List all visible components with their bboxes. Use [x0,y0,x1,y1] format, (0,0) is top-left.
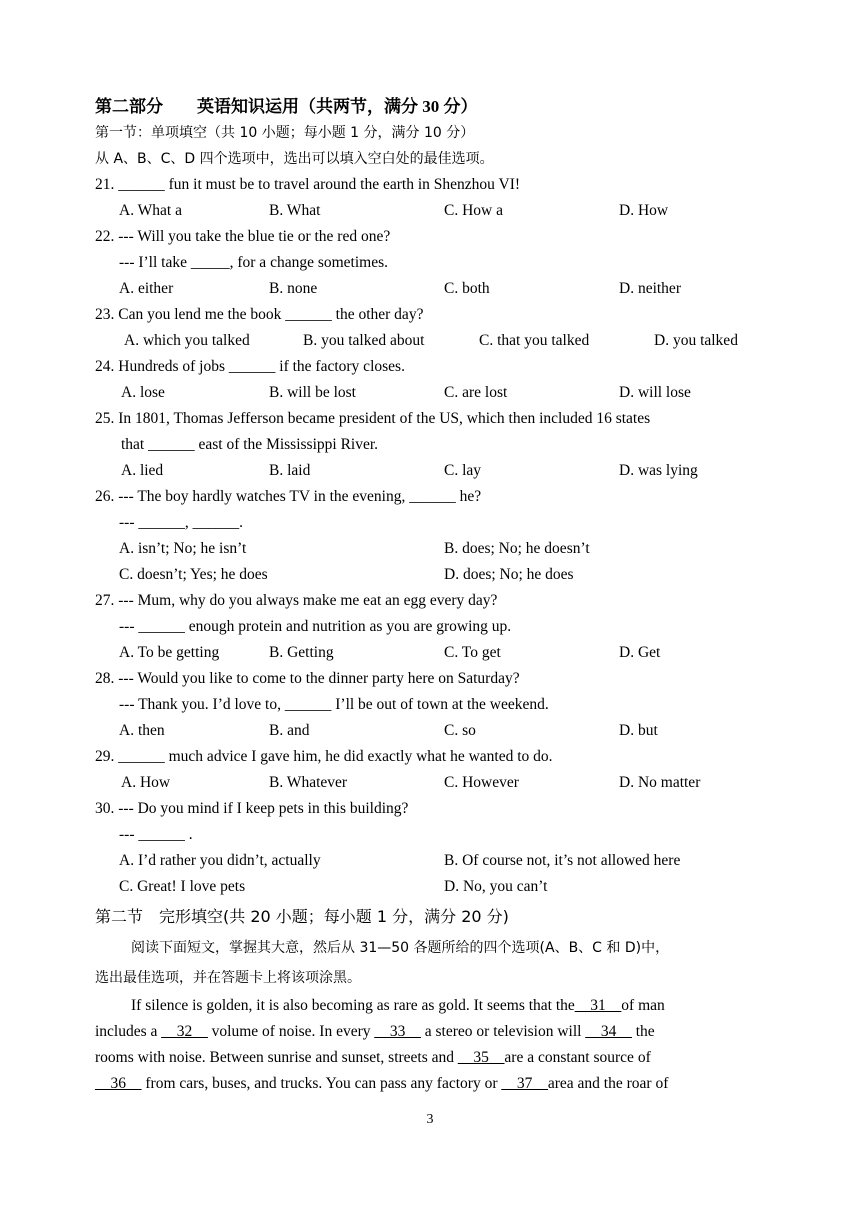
passage-text: of man [621,997,665,1014]
question-23-option-d: D. you talked [654,332,738,349]
question-30-option-b: B. Of course not, it’s not allowed here [444,852,681,869]
question-29-stem: 29. ______ much advice I gave him, he did exactly what he wanted to do. [95,748,553,765]
page-number: 3 [426,1112,434,1127]
passage-text: area and the roar of [547,1075,669,1092]
question-29-option-a: A. How [121,774,171,791]
question-25-stem: 25. In 1801, Thomas Jefferson became president of the US, which then included 16 states [95,410,651,427]
passage-text: If silence is golden, it is also becoming as rare as gold. It seems that the [131,997,575,1014]
question-29-option-b: B. Whatever [269,774,348,791]
question-23-stem: 23. Can you lend me the book ______ the other day? [95,306,424,323]
question-29-option-c: C. However [444,774,519,791]
question-21-option-d: D. How [619,202,669,219]
blank-32: __32__ [161,1023,208,1040]
section2-title: 第二节 完形填空(共 20 小题；每小题 1 分，满分 20 分) [95,907,509,926]
question-29-option-d: D. No matter [619,774,701,791]
passage-text: are a constant source of [504,1049,651,1066]
passage-text: the [631,1023,655,1040]
question-26-option-a: A. isn’t; No; he isn’t [119,540,247,557]
question-30-stem-2: --- ______ . [119,826,193,843]
question-22-option-a: A. either [119,280,174,297]
question-27-option-a: A. To be getting [119,644,220,661]
question-28-option-b: B. and [269,722,310,739]
passage-text: from cars, buses, and trucks. You can pass any factory or [141,1075,502,1092]
blank-37: __37__ [501,1075,548,1092]
question-21-option-c: C. How a [444,202,503,219]
question-27-option-b: B. Getting [269,644,334,661]
question-28-stem: 28. --- Would you like to come to the dinner party here on Saturday? [95,670,520,687]
question-23-option-b: B. you talked about [303,332,425,349]
question-22-stem-2: --- I’ll take _____, for a change sometimes. [119,254,389,271]
question-25-option-d: D. was lying [619,462,698,479]
question-21-stem: 21. ______ fun it must be to travel around the earth in Shenzhou VI! [95,176,521,193]
question-24-option-b: B. will be lost [269,384,356,401]
passage-text: a stereo or television will [420,1023,586,1040]
question-26-stem: 26. --- The boy hardly watches TV in the evening, ______ he? [95,488,482,505]
blank-36: __36__ [95,1075,142,1092]
question-22-stem: 22. --- Will you take the blue tie or the red one? [95,228,391,245]
passage-line-1 [131,995,665,1017]
blank-33: __33__ [374,1023,421,1040]
section1-title: 第一节：单项填空（共 10 小题；每小题 1 分，满分 10 分） [95,125,475,141]
question-28-stem-2: --- Thank you. I’d love to, ______ I’ll be out of town at the weekend. [119,696,549,713]
question-25-stem-2: that ______ east of the Mississippi River. [121,436,379,453]
passage-line-2 [95,1021,655,1043]
question-30-option-d: D. No, you can’t [444,878,548,895]
question-22-option-d: D. neither [619,280,681,297]
passage-text: rooms with noise. Between sunrise and sunset, streets and [95,1049,458,1066]
section2-instruction-1: 阅读下面短文，掌握其大意，然后从 31—50 各题所给的四个选项(A、B、C 和 D)中， [131,940,670,956]
passage-line-3 [95,1047,651,1069]
question-28-option-a: A. then [119,722,165,739]
question-24-option-d: D. will lose [619,384,691,401]
question-26-option-d: D. does; No; he does [444,566,574,583]
question-30-option-a: A. I’d rather you didn’t, actually [119,852,321,869]
passage-text: includes a [95,1023,162,1040]
blank-35: __35__ [457,1049,505,1066]
question-24-stem: 24. Hundreds of jobs ______ if the factory closes. [95,358,405,375]
question-28-option-d: D. but [619,722,658,739]
part-title: 第二部分 英语知识运用（共两节，满分 30 分） [95,97,478,116]
question-21-option-a: A. What a [119,202,182,219]
question-26-option-c: C. doesn’t; Yes; he does [119,566,268,583]
question-23-option-a: A. which you talked [124,332,250,349]
passage-text: volume of noise. In every [207,1023,375,1040]
question-27-stem: 27. --- Mum, why do you always make me eat an egg every day? [95,592,498,609]
question-26-stem-2: --- ______, ______. [119,514,243,531]
question-30-option-c: C. Great! I love pets [119,878,246,895]
question-24-option-a: A. lose [121,384,165,401]
question-30-stem: 30. --- Do you mind if I keep pets in this building? [95,800,409,817]
question-24-option-c: C. are lost [444,384,508,401]
question-27-option-d: D. Get [619,644,661,661]
question-25-option-a: A. lied [121,462,164,479]
question-28-option-c: C. so [444,722,476,739]
question-27-stem-2: --- ______ enough protein and nutrition as you are growing up. [119,618,512,635]
question-26-option-b: B. does; No; he doesn’t [444,540,590,557]
question-22-option-c: C. both [444,280,490,297]
question-25-option-c: C. lay [444,462,482,479]
passage-line-4 [95,1073,668,1095]
question-21-option-b: B. What [269,202,321,219]
question-25-option-b: B. laid [269,462,311,479]
blank-34: __34__ [585,1023,632,1040]
section1-instruction: 从 A、B、C、D 四个选项中，选出可以填入空白处的最佳选项。 [95,151,494,167]
blank-31: __31__ [574,997,622,1014]
question-27-option-c: C. To get [444,644,501,661]
section2-instruction-2: 选出最佳选项，并在答题卡上将该项涂黑。 [95,970,361,986]
question-23-option-c: C. that you talked [479,332,590,349]
question-22-option-b: B. none [269,280,318,297]
